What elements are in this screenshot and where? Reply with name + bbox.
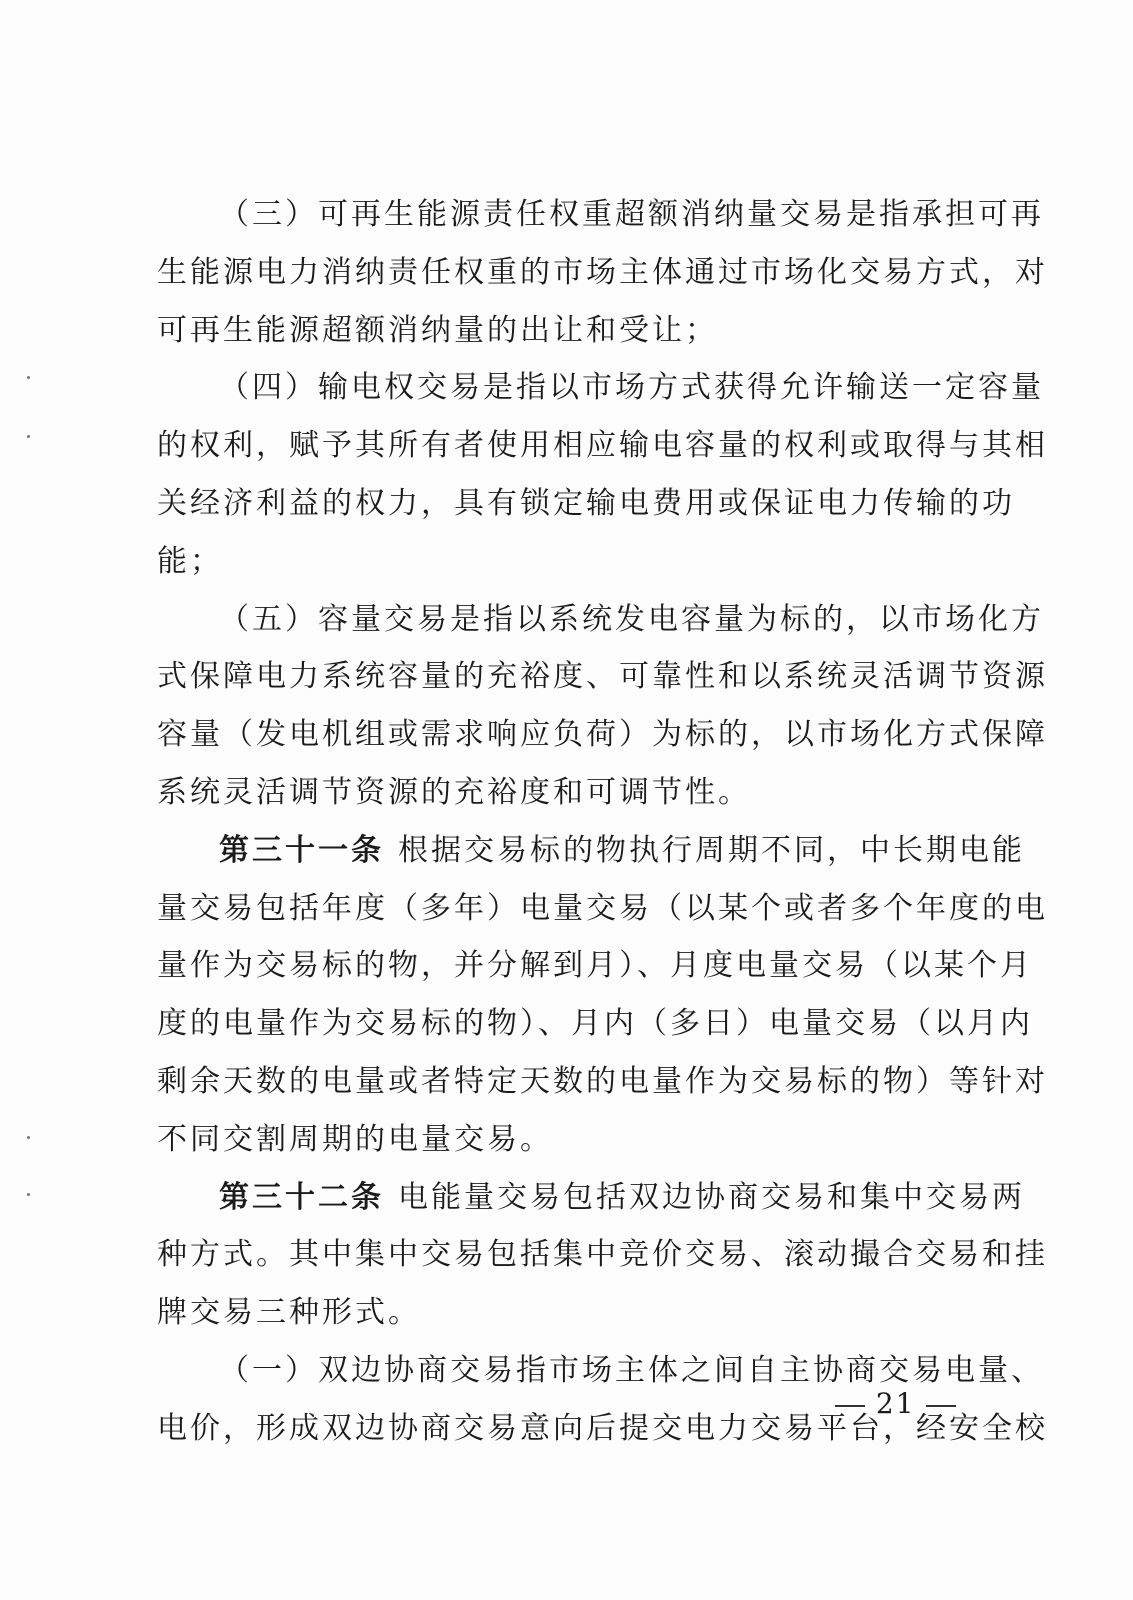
line-text: （三）可再生能源责任权重超额消纳量交易是指承担可再 bbox=[219, 197, 1044, 232]
line-text: （一）双边协商交易指市场主体之间自主协商交易电量、 bbox=[219, 1352, 1044, 1388]
dash-left bbox=[835, 1405, 865, 1407]
line-text: 量交易包括年度（多年）电量交易（以某个或者多个年度的电 bbox=[157, 890, 1048, 926]
text-line bbox=[157, 1226, 1048, 1284]
article-heading: 第三十二条 bbox=[219, 1179, 384, 1215]
line-text: 量作为交易标的物，并分解到月）、月度电量交易（以某个月 bbox=[157, 948, 1033, 984]
line-text: 牌交易三种形式。 bbox=[157, 1295, 421, 1331]
document-body bbox=[157, 186, 1048, 1458]
page-number: 21 bbox=[875, 1387, 916, 1420]
dash-right bbox=[926, 1405, 956, 1407]
line-text: （四）输电权交易是指以市场方式获得允许输送一定容量 bbox=[219, 370, 1044, 406]
text-line bbox=[157, 244, 1048, 302]
text-line bbox=[157, 475, 1015, 533]
scan-margin-dot bbox=[27, 1193, 30, 1196]
line-text: 的权利，赋予其所有者使用相应输电容量的权利或取得与其相 bbox=[157, 428, 1048, 464]
text-line bbox=[157, 648, 1048, 706]
line-text: 生能源电力消纳责任权重的市场主体通过市场化交易方式，对 bbox=[157, 254, 1048, 290]
line-text: 系统灵活调节资源的充裕度和可调节性。 bbox=[157, 774, 751, 810]
text-line bbox=[157, 359, 1044, 417]
line-text: 关经济利益的权力，具有锁定输电费用或保证电力传输的功 bbox=[157, 485, 1015, 521]
text-line bbox=[157, 417, 1048, 475]
text-line bbox=[157, 1169, 1025, 1227]
line-text: 不同交割周期的电量交易。 bbox=[157, 1121, 553, 1157]
line-text: 种方式。其中集中交易包括集中竞价交易、滚动撮合交易和挂 bbox=[157, 1237, 1048, 1273]
page-footer bbox=[835, 1387, 956, 1420]
article-heading: 第三十一条 bbox=[219, 832, 384, 868]
text-line bbox=[157, 706, 1048, 764]
line-text: 根据交易标的物执行周期不同，中长期电能 bbox=[398, 832, 1025, 868]
scan-margin-dot bbox=[27, 376, 30, 379]
text-line bbox=[157, 186, 1044, 244]
scan-margin-dot bbox=[27, 1136, 30, 1139]
line-text: 剩余天数的电量或者特定天数的电量作为交易标的物）等针对 bbox=[157, 1063, 1048, 1099]
line-text: 可再生能源超额消纳量的出让和受让； bbox=[157, 312, 718, 348]
text-line bbox=[157, 995, 1033, 1053]
text-line bbox=[157, 533, 969, 591]
text-line bbox=[157, 1284, 969, 1342]
line-text: （五）容量交易是指以系统发电容量为标的，以市场化方 bbox=[219, 601, 1044, 637]
line-text: 式保障电力系统容量的充裕度、可靠性和以系统灵活调节资源 bbox=[157, 659, 1048, 695]
line-text: 度的电量作为交易标的物）、月内（多日）电量交易（以月内 bbox=[157, 1006, 1033, 1042]
text-line bbox=[157, 937, 1033, 995]
text-line bbox=[157, 822, 1025, 880]
line-text: 电价，形成双边协商交易意向后提交电力交易平台，经安全校 bbox=[157, 1410, 1048, 1446]
text-line bbox=[157, 764, 969, 822]
line-text: 容量（发电机组或需求响应负荷）为标的，以市场化方式保障 bbox=[157, 717, 1048, 753]
line-text: 电能量交易包括双边协商交易和集中交易两 bbox=[398, 1179, 1025, 1215]
line-text: 能； bbox=[157, 543, 223, 579]
text-line bbox=[157, 1053, 1048, 1111]
text-line bbox=[157, 1111, 969, 1169]
text-line bbox=[157, 302, 969, 360]
scan-margin-dot bbox=[27, 435, 30, 438]
text-line bbox=[157, 880, 1048, 938]
text-line bbox=[157, 591, 1044, 649]
